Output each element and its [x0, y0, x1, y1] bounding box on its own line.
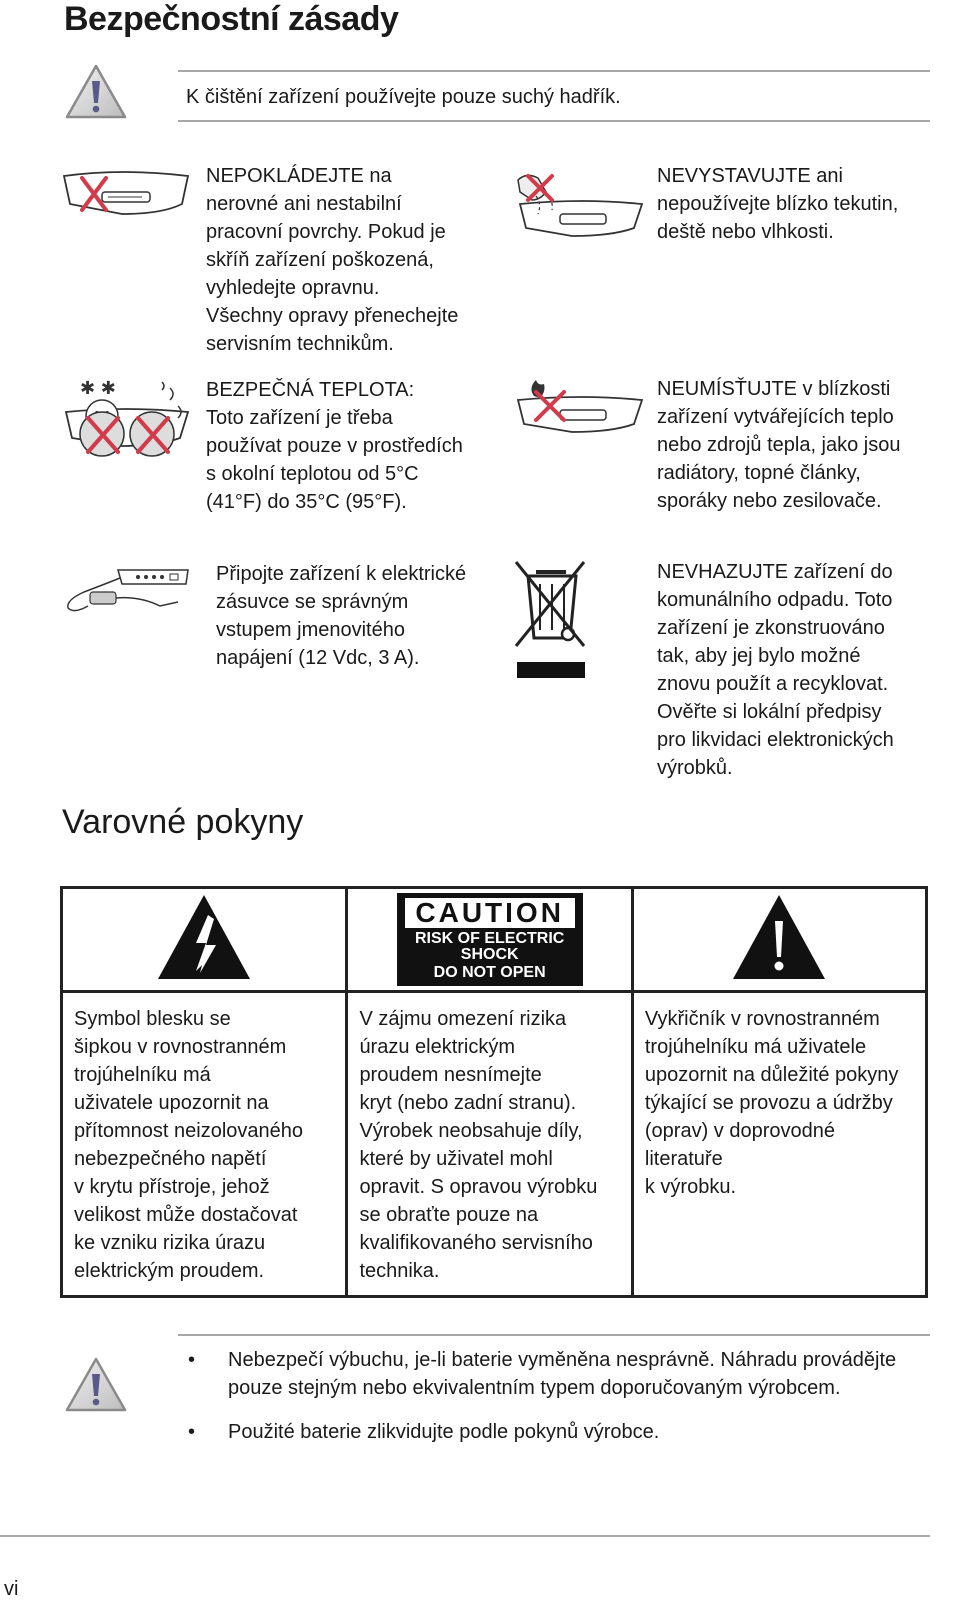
- warning-triangle-icon: [63, 62, 129, 122]
- caution-label: [397, 893, 583, 986]
- device-near-fire-icon: [512, 376, 646, 438]
- flat-surface-text: NEPOKLÁDEJTE na nerovné ani nestabilní pracovní povrchy. Pokud je skříň zařízení poškozená, vyhledejte opravnu. Všechny opravy přenechejte servisním technikům.: [206, 165, 459, 355]
- cover-text-cell: V zájmu omezení rizika úrazu elektrickým proudem nesnímejte kryt (nebo zadní stranu). Výrobek neobsahuje díly, které by uživatel mohl opravit. S opravou výrobku se obraťte pouze na kvalifikovaného servisního technika.: [347, 992, 632, 1297]
- divider-bottom: [178, 120, 930, 122]
- svg-text:✱ ✱: ✱ ✱: [80, 378, 116, 399]
- list-item: • Použité baterie zlikvidujte podle pokynů výrobce.: [188, 1421, 660, 1443]
- exclamation-symbol-cell: [632, 888, 926, 992]
- disposal-text: NEVHAZUJTE zařízení do komunálního odpadu. Toto zařízení je zkonstruováno tak, aby jej bylo možné znovu použít a recyklovat. Ověřte si lokální předpisy pro likvidaci elektronických výrobků.: [657, 561, 894, 779]
- temperature-keyword: BEZPEČNÁ TEPLOTA:: [206, 379, 415, 401]
- exclamation-text-cell: Vykřičník v rovnostranném trojúhelníku má uživatele upozornit na důležité pokyny týkající se provozu a údržby (oprav) v doprovodné literatuře k výrobku.: [632, 992, 926, 1297]
- flat-surface-keyword: NEPOKLÁDEJTE: [206, 165, 364, 187]
- lightning-text-cell: Symbol blesku se šipkou v rovnostranném trojúhelníku má uživatele upozornit na přítomnost neizolovaného nebezpečného napětí v krytu přístroje, jehož velikost může dostačovat ke vzniku rizika úrazu elektrickým proudem.: [62, 992, 347, 1297]
- warnings-table: [60, 886, 928, 1298]
- heat-sources-keyword: NEUMÍSŤUJTE: [657, 378, 797, 400]
- battery-divider-top: [178, 1334, 930, 1336]
- cleaning-note: K čištění zařízení používejte pouze suchý hadřík.: [186, 86, 621, 108]
- liquids-text: NEVYSTAVUJTE ani nepoužívejte blízko tekutin, deště nebo vlhkosti.: [657, 165, 899, 243]
- divider-top: [178, 70, 930, 72]
- exclamation-triangle-icon: [731, 893, 827, 981]
- list-item: • Nebezpečí výbuchu, je-li baterie vyměněna nesprávně. Náhradu provádějte pouze stejným nebo ekvivalentním typem doporučovaným výrobcem.: [188, 1349, 897, 1399]
- caution-line3: DO NOT OPEN: [433, 964, 546, 981]
- lightning-triangle-icon: [156, 893, 252, 981]
- caution-label-cell: [347, 888, 632, 992]
- device-liquid-spill-icon: [512, 170, 646, 240]
- liquids-keyword: NEVYSTAVUJTE: [657, 165, 811, 187]
- page-number: vi: [4, 1578, 19, 1600]
- battery-warning-list: [182, 1346, 942, 1446]
- lightning-symbol-cell: [62, 888, 347, 992]
- caution-line2: RISK OF ELECTRIC SHOCK: [414, 930, 565, 963]
- disposal-keyword: NEVHAZUJTE: [657, 561, 789, 583]
- warning-triangle-icon: [63, 1355, 129, 1415]
- warnings-title: Varovné pokyny: [62, 803, 304, 841]
- temperature-text: BEZPEČNÁ TEPLOTA: Toto zařízení je třeba používat pouze v prostředích s okolní teplotou od 5°C (41°F) do 35°C (95°F).: [206, 376, 463, 516]
- caution-title: CAUTION: [405, 898, 575, 928]
- page-title: Bezpečnostní zásady: [64, 0, 399, 38]
- heat-sources-text: NEUMÍSŤUJTE v blízkosti zařízení vytvářejících teplo nebo zdrojů tepla, jako jsou radiátory, topné články, sporáky nebo zesilovače.: [657, 378, 901, 512]
- power-text: Připojte zařízení k elektrické zásuvce se správným vstupem jmenovitého napájení (12 Vdc, 3 A).: [216, 563, 467, 669]
- temperature-range-icon: [62, 376, 192, 458]
- power-adapter-icon: [60, 566, 192, 618]
- footer-divider: [0, 1535, 930, 1537]
- crossed-out-wheelie-bin-icon: [514, 560, 590, 680]
- device-on-uneven-surface-icon: [62, 170, 192, 220]
